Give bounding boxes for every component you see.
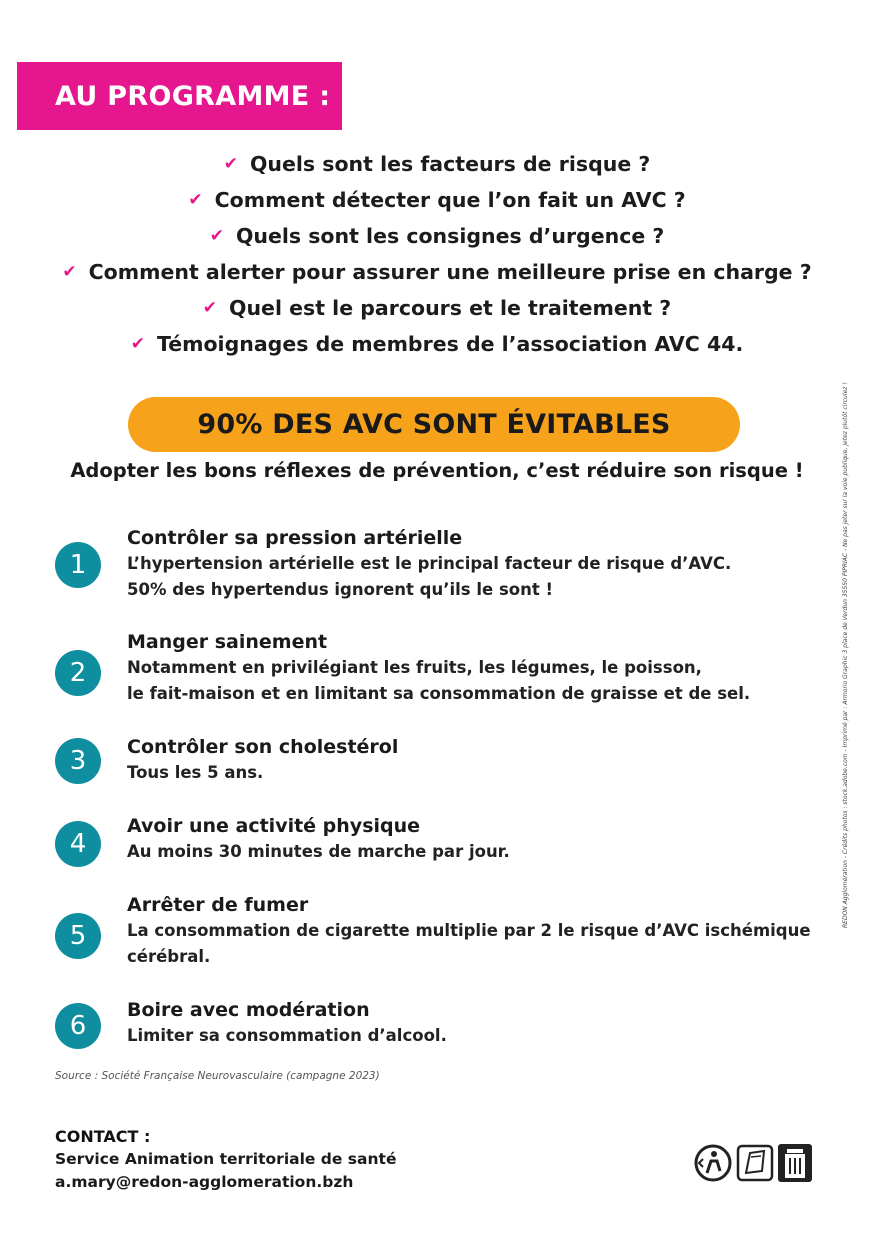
program-list [0,146,874,362]
prevention-subtitle: Adopter les bons réflexes de prévention, c’est réduire son risque ! [70,459,804,482]
step-body: Tous les 5 ans. [127,763,264,782]
program-item-text: Quels sont les facteurs de risque ? [249,152,651,176]
step-title: Avoir une activité physique [127,815,421,837]
program-item-text: Quel est le parcours et le traitement ? [229,296,672,320]
program-item-text: Comment détecter que l’on fait un AVC ? [214,188,686,212]
program-item [0,326,874,362]
recycling-logos [693,1143,815,1185]
step-item [55,526,835,606]
program-item [0,218,874,254]
contact-email[interactable]: a.mary@redon-agglomeration.bzh [55,1173,354,1191]
step-number-badge: 1 [55,542,101,588]
print-credit: REDON Agglomération - Crédits photos : stock.adobe.com - Imprimé par : Armorio Graphic 3 place de Verdun 35550 PIPRIAC - Ne pas jeter sur la voie publique, jetez plutôt circulez ! [842,382,849,928]
step-body: Au moins 30 minutes de marche par jour. [127,842,510,861]
check-icon: ✔ [209,226,224,246]
step-text [127,630,827,707]
program-banner-title: AU PROGRAMME : [55,80,331,112]
step-title: Contrôler son cholestérol [127,736,399,758]
program-item [0,254,874,290]
check-icon: ✔ [202,298,218,318]
recycle-bin-icon [777,1143,813,1183]
step-body: Limiter sa consommation d’alcool. [127,1026,447,1045]
step-number-badge: 2 [55,650,101,696]
check-icon: ✔ [62,262,77,282]
program-item [0,182,874,218]
step-title: Contrôler sa pression artérielle [127,527,463,549]
step-item [55,998,835,1054]
step-text [127,526,827,603]
step-number-badge: 3 [55,738,101,784]
program-item-text: Quels sont les consignes d’urgence ? [235,224,665,248]
step-number-badge: 6 [55,1003,101,1049]
step-item [55,630,835,710]
contact-block [55,1126,396,1194]
program-item-text: Témoignages de membres de l’association AVC 44. [156,332,744,356]
step-number-badge: 4 [55,821,101,867]
check-icon: ✔ [223,154,238,174]
step-text [127,735,827,786]
program-item [0,290,874,326]
step-item [55,893,835,973]
step-title: Boire avec modération [127,999,370,1021]
check-icon: ✔ [130,334,145,354]
contact-service: Service Animation territoriale de santé [55,1150,397,1168]
step-title: Manger sainement [127,631,328,653]
paper-recycling-icon [736,1143,774,1183]
step-body: Notamment en privilégiant les fruits, les légumes, le poisson, le fait-maison et en limitant sa consommation de graisse et de sel. [127,658,751,703]
source-note: Source : Société Française Neurovasculaire (campagne 2023) [55,1070,380,1082]
headline-pill [128,397,740,452]
step-item [55,814,835,870]
step-body: L’hypertension artérielle est le principal facteur de risque d’AVC. 50% des hypertendus ignorent qu’ils le sont ! [127,554,732,599]
step-text [127,814,827,865]
step-text [127,893,827,970]
check-icon: ✔ [188,190,203,210]
program-item [0,146,874,182]
step-number-badge: 5 [55,913,101,959]
step-body: La consommation de cigarette multiplie par 2 le risque d’AVC ischémique cérébral. [127,921,811,966]
triman-logo [693,1143,733,1183]
program-item-text: Comment alerter pour assurer une meilleure prise en charge ? [88,260,812,284]
contact-heading: CONTACT : [55,1127,151,1146]
step-title: Arrêter de fumer [127,894,309,916]
program-banner [17,62,342,130]
headline-text: 90% DES AVC SONT ÉVITABLES [197,409,671,440]
step-item [55,735,835,791]
step-text [127,998,827,1049]
